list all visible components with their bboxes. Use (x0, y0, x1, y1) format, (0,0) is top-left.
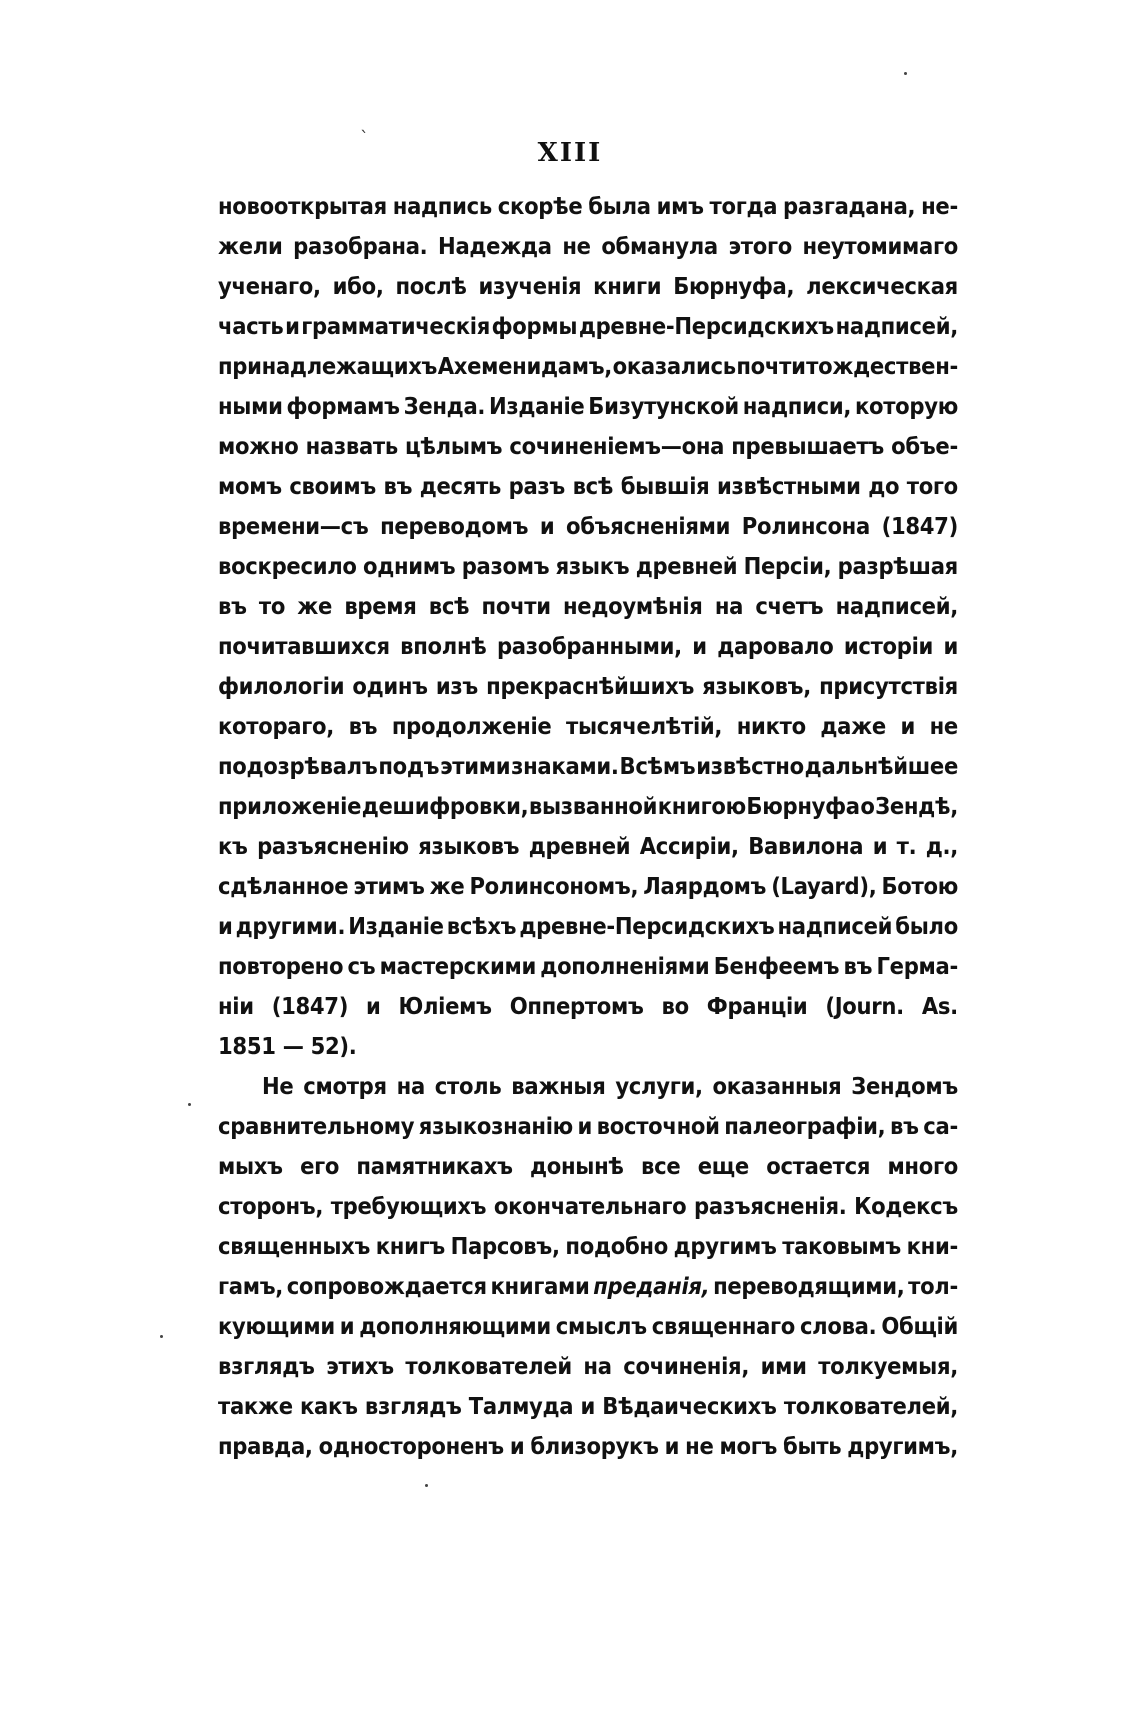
text-line: Не смотря на столь важныя услуги, оказанныя Зендомъ (262, 1072, 958, 1100)
text-line: филологіи одинъ изъ прекраснѣйшихъ языковъ, присутствія (218, 672, 958, 700)
body-text (218, 186, 958, 1466)
text-line: повторено съ мастерскими дополненіями Бенфеемъ въ Герма- (218, 952, 958, 980)
text-line: момъ своимъ въ десять разъ всѣ бывшія извѣстными до того (218, 472, 958, 500)
text-line: новооткрытая надпись скорѣе была имъ тогда разгадана, не- (218, 192, 958, 220)
stray-dot (904, 72, 907, 75)
text-line: взглядъ этихъ толкователей на сочиненія, ими толкуемыя, (218, 1352, 958, 1380)
stray-dot (160, 1335, 163, 1338)
stray-dot (425, 1484, 428, 1487)
text-line: часть и грамматическія формы древне-Персидскихъ надписей, (218, 312, 958, 340)
text-line: 1851 — 52). (218, 1032, 357, 1060)
text-line: котораго, въ продолженіе тысячелѣтій, никто даже и не (218, 712, 958, 740)
text-line: ученаго, ибо, послѣ изученія книги Бюрнуфа, лексическая (218, 272, 958, 300)
text-line: можно назвать цѣлымъ сочиненіемъ—она превышаетъ объе- (218, 432, 958, 460)
page-number: XIII (537, 138, 603, 168)
text-line: сдѣланное этимъ же Ролинсономъ, Лаярдомъ (Layard), Ботою (218, 872, 958, 900)
text-line: въ то же время всѣ почти недоумѣнія на счетъ надписей, (218, 592, 958, 620)
text-line: ніи (1847) и Юліемъ Оппертомъ во Франціи (Journ. As. (218, 992, 958, 1020)
text-line: жели разобрана. Надежда не обманула этого неутомимаго (218, 232, 958, 260)
text-line: времени—съ переводомъ и объясненіями Ролинсона (1847) (218, 512, 958, 540)
text-line: и другими. Изданіе всѣхъ древне-Персидскихъ надписей было (218, 912, 958, 940)
text-line: къ разъясненію языковъ древней Ассиріи, Вавилона и т. д., (218, 832, 958, 860)
text-line: также какъ взглядъ Талмуда и Вѣдаическихъ толкователей, (218, 1392, 958, 1420)
text-line: принадлежащихъ Ахеменидамъ, оказались почти тождествен- (218, 352, 958, 380)
text-line: почитавшихся вполнѣ разобранными, и даровало исторіи и (218, 632, 958, 660)
text-line: подозрѣвалъ подъ этими знаками. Всѣмъ извѣстно дальнѣйшее (218, 752, 958, 780)
stray-mark: ` (360, 128, 369, 149)
text-line: воскресило однимъ разомъ языкъ древней Персіи, разрѣшая (218, 552, 958, 580)
text-line: приложеніе дешифровки, вызванной книгою Бюрнуфа о Зендѣ, (218, 792, 958, 820)
text-line: правда, одностороненъ и близорукъ и не могъ быть другимъ, (218, 1432, 958, 1460)
text-line: священныхъ книгъ Парсовъ, подобно другимъ таковымъ кни- (218, 1232, 958, 1260)
text-line: кующими и дополняющими смыслъ священнаго слова. Общій (218, 1312, 958, 1340)
text-line: ными формамъ Зенда. Изданіе Бизутунской надписи, которую (218, 392, 958, 420)
text-line: сравнительному языкознанію и восточной палеографіи, въ са- (218, 1112, 958, 1140)
text-line: мыхъ его памятникахъ донынѣ все еще остается много (218, 1152, 958, 1180)
text-line: гамъ, сопровождается книгами преданія, переводящими, тол- (218, 1272, 958, 1300)
text-line: сторонъ, требующихъ окончательнаго разъясненія. Кодексъ (218, 1192, 958, 1220)
stray-dot (188, 1103, 191, 1106)
